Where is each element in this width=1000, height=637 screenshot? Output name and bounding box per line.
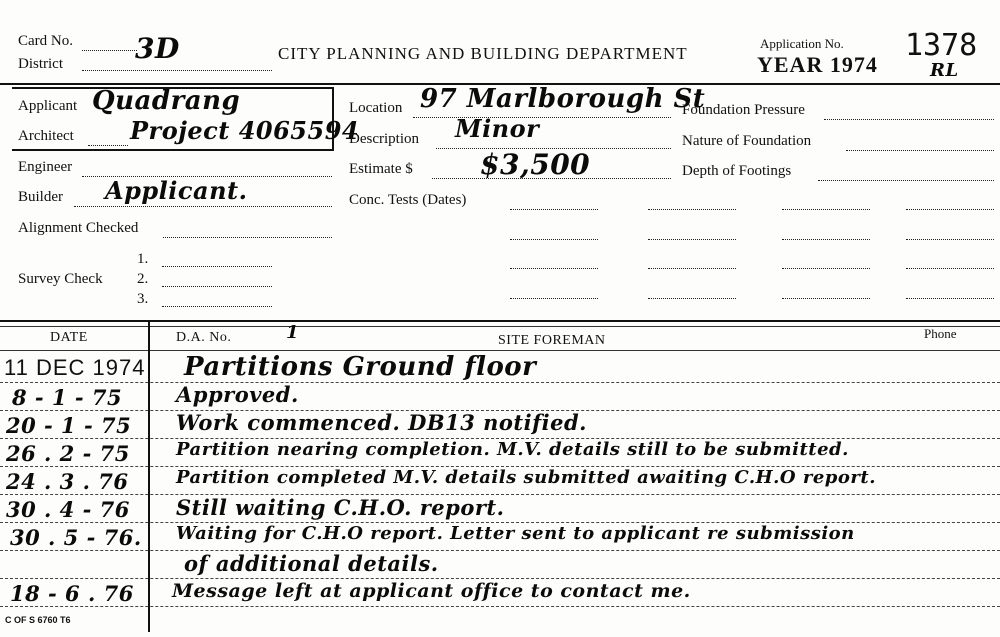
log-entry: Waiting for C.H.O report. Letter sent to applicant re submission [176,523,855,544]
initials-mark: RL [930,60,959,81]
conc-line [648,298,736,299]
log-entry: Partition completed M.V. details submitted awaiting C.H.O report. [176,467,876,488]
card-no-label: Card No. [18,33,73,49]
log-entry: Message left at applicant office to contact me. [172,580,691,602]
log-date-stamp: 11 DEC 1974 [4,355,146,380]
conc-line [510,298,598,299]
survey-line-2 [162,286,272,287]
estimate-label: Estimate $ [349,161,413,177]
engineer-label: Engineer [18,159,73,175]
estimate-value: $3,500 [480,148,591,181]
form-code: C OF S 6760 T6 [5,615,71,625]
alignment-label: Alignment Checked [18,220,139,236]
architect-value: Project 4065594 [130,116,360,145]
depth-footings-label: Depth of Footings [682,163,792,179]
department-title: CITY PLANNING AND BUILDING DEPARTMENT [278,44,688,63]
date-header: DATE [50,330,88,345]
description-label: Description [349,131,419,147]
applicant-value: Quadrang [92,86,241,116]
log-date: 24 . 3 . 76 [6,469,129,494]
conc-line [782,298,870,299]
nature-foundation-line [846,150,994,151]
conc-line [782,268,870,269]
row-rule [0,550,1000,551]
log-entry: Work commenced. DB13 notified. [176,410,587,435]
phone-header: Phone [924,326,957,341]
conc-line [648,268,736,269]
conc-tests-label: Conc. Tests (Dates) [349,192,467,208]
conc-line [906,298,994,299]
district-line [82,70,272,71]
applicant-label: Applicant [18,98,78,114]
log-date: 8 - 1 - 75 [12,385,123,410]
alignment-line [163,237,332,238]
log-entry: of additional details. [184,551,439,576]
conc-line [510,209,598,210]
log-entry: Partition nearing completion. M.V. details still to be submitted. [176,439,849,460]
conc-line [782,209,870,210]
conc-line [782,239,870,240]
conc-line [906,209,994,210]
log-date: 30 . 4 - 76 [6,497,130,522]
survey-line-3 [162,306,272,307]
application-no-label: Application No. [760,36,844,51]
card-no-value: 3D [135,32,180,65]
survey-label: Survey Check [18,271,103,287]
log-entry: Partitions Ground floor [184,352,537,382]
conc-line [510,268,598,269]
foundation-pressure-line [824,119,994,120]
conc-line [906,239,994,240]
foundation-pressure-label: Foundation Pressure [682,102,805,118]
location-value: 97 Marlborough St [420,84,706,114]
card-no-line [82,50,137,51]
builder-label: Builder [18,189,63,205]
log-date: 26 . 2 - 75 [6,441,130,466]
builder-value: Applicant. [105,176,248,205]
survey-num-1: 1. [137,251,149,267]
application-no-value: 1378 [905,28,978,63]
log-date: 20 - 1 - 75 [6,413,132,438]
location-line [413,117,671,118]
survey-num-2: 2. [137,271,149,287]
row-rule [0,578,1000,579]
nature-foundation-label: Nature of Foundation [682,133,812,149]
row-rule [0,382,1000,383]
architect-line [88,145,128,146]
date-column-divider [148,320,150,632]
log-entry: Approved. [176,382,299,407]
district-label: District [18,56,63,72]
conc-line [510,239,598,240]
log-top-border-inner [0,326,1000,327]
survey-line-1 [162,266,272,267]
row-rule [0,606,1000,607]
log-top-border [0,320,1000,322]
conc-line [648,209,736,210]
da-no-header: D.A. No. [176,330,232,345]
architect-label: Architect [18,128,74,144]
year-label: YEAR 1974 [757,52,878,77]
header-row-divider [0,350,1000,351]
da-no-value: 1 [286,322,300,343]
log-entry: Still waiting C.H.O. report. [176,495,505,520]
depth-footings-line [818,180,994,181]
survey-num-3: 3. [137,291,149,307]
log-date: 30 . 5 - 76. [10,525,142,550]
location-label: Location [349,100,403,116]
log-date: 18 - 6 . 76 [10,581,134,606]
site-foreman-header: SITE FOREMAN [498,333,606,348]
builder-line [74,206,332,207]
conc-line [906,268,994,269]
description-value: Minor [455,114,540,143]
conc-line [648,239,736,240]
